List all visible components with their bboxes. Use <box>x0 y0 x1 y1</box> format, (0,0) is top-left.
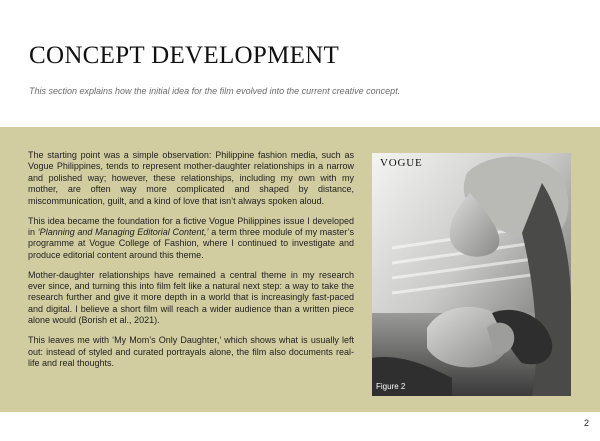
paragraph-2 <box>28 216 354 262</box>
paragraph-4: This leaves me with ‘My Mom’s Only Daughter,’ which shows what is usually left out: instead of styled and curated portrayals alone, the film also documents real-life and real thoughts. <box>28 335 354 368</box>
paragraph-2-start: This idea became the foundation for a fictive Vogue Philippines issue I developed in <box>28 215 354 237</box>
figure-image <box>372 153 571 396</box>
photo-illustration <box>372 153 571 396</box>
paragraph-2-end: a term three module of my master’s programme at Vogue College of Fashion, where I continued to investigate and produce editorial content around this theme. <box>28 226 354 260</box>
module-title: ‘Planning and Managing Editorial Content,’ <box>37 226 209 237</box>
page-subtitle: This section explains how the initial idea for the film evolved into the current creative concept. <box>29 86 401 96</box>
body-text <box>28 150 354 378</box>
page-number: 2 <box>583 418 589 428</box>
paragraph-3: Mother-daughter relationships have remained a central theme in my research ever since, and turning this into film felt like a natural next step: a way to take the research further and give it more depth in a world that is increasingly fast-paced and digital. I believe a short film will reach a wider audience than a written piece alone would (Borish et al., 2021). <box>28 269 354 326</box>
vogue-logo: VOGUE <box>380 157 423 169</box>
figure-caption: Figure 2 <box>376 382 406 391</box>
paragraph-1: The starting point was a simple observation: Philippine fashion media, such as Vogue Philippines, tends to represent mother-daughter relationships in a narrow and polished way; however, these relationships, including my own with my mother, are often way more complicated and shaped by distance, miscommunication, guilt, and a kind of love that isn’t always spoken aloud. <box>28 150 354 206</box>
page-title: CONCEPT DEVELOPMENT <box>29 42 340 69</box>
